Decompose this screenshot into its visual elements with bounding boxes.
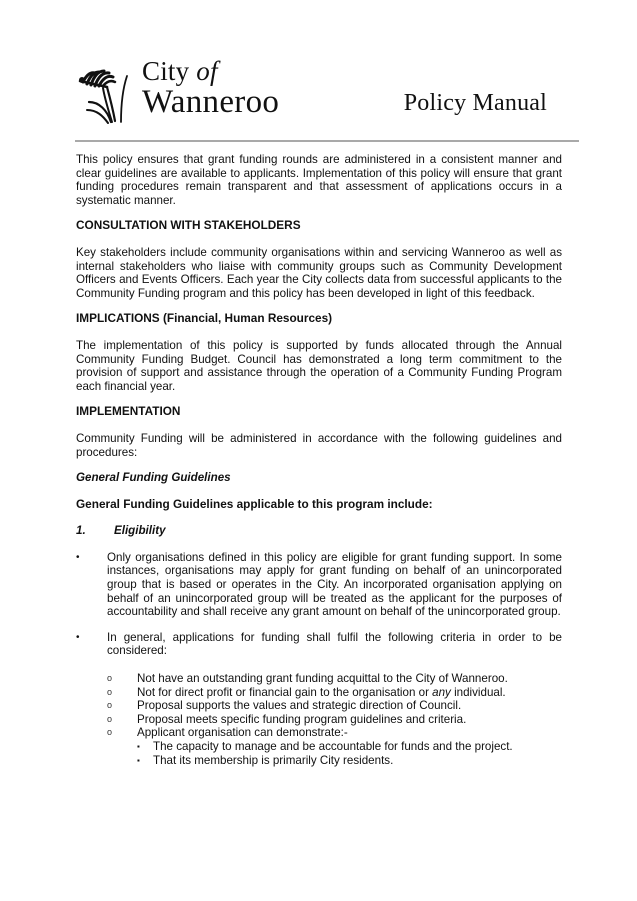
criteria-text: Applicant organisation can demonstrate:- bbox=[137, 726, 348, 740]
circle-bullet-icon: o bbox=[107, 713, 113, 724]
logo-line-1: City of bbox=[142, 56, 218, 86]
document-title: Policy Manual bbox=[403, 90, 547, 116]
criteria-item bbox=[107, 686, 562, 700]
list-item bbox=[76, 551, 562, 619]
page-header bbox=[74, 56, 582, 134]
criteria-item bbox=[107, 672, 562, 686]
section-heading-implementation: IMPLEMENTATION bbox=[76, 404, 181, 419]
criteria-item bbox=[107, 726, 562, 740]
square-bullet-icon: ▪ bbox=[137, 755, 140, 765]
section-heading-implications: IMPLICATIONS (Financial, Human Resources) bbox=[76, 311, 333, 326]
circle-bullet-icon: o bbox=[107, 673, 113, 684]
demonstrate-text: That its membership is primarily City residents. bbox=[153, 753, 394, 767]
item-title: Eligibility bbox=[114, 524, 166, 538]
implementation-paragraph: Community Funding will be administered in accordance with the following guidelines and procedures: bbox=[76, 431, 562, 459]
consultation-paragraph: Key stakeholders include community organisations within and servicing Wanneroo as well as internal stakeholders who liaise with community groups such as Community Development Officers and Events Officers. Each year the City collects data from successful applicants to the Community Funding program and this policy has been developed in light of this feedback. bbox=[76, 245, 562, 300]
criteria-text: Proposal meets specific funding program guidelines and criteria. bbox=[137, 712, 467, 726]
demonstrate-text: The capacity to manage and be accountable for funds and the project. bbox=[153, 740, 513, 753]
document-body bbox=[76, 153, 562, 779]
criteria-text: Not for direct profit or financial gain to the organisation or any individual. bbox=[137, 685, 506, 699]
circle-bullet-icon: o bbox=[107, 700, 113, 711]
city-logo-wordmark bbox=[142, 58, 279, 119]
intro-paragraph: This policy ensures that grant funding rounds are administered in a consistent manner and clear guidelines are available to applicants. Implementation of this policy will ensure that grant funding procedures remain transparent and that assessment of applications occurs in a systematic manner. bbox=[76, 153, 562, 207]
bullet-icon: • bbox=[76, 551, 80, 563]
square-bullet-icon: ▪ bbox=[137, 742, 140, 751]
circle-bullet-icon: o bbox=[107, 727, 113, 738]
list-item bbox=[76, 631, 562, 767]
guidelines-lead: General Funding Guidelines applicable to this program include: bbox=[76, 496, 433, 511]
list-item-text: In general, applications for funding shall fulfil the following criteria in order to be considered: bbox=[107, 630, 562, 658]
criteria-text: Not have an outstanding grant funding acquittal to the City of Wanneroo. bbox=[137, 672, 508, 686]
kangaroo-paw-icon bbox=[77, 64, 135, 124]
numbered-heading-eligibility bbox=[76, 524, 562, 538]
list-item-body bbox=[107, 631, 562, 767]
demonstrate-item bbox=[137, 740, 562, 754]
item-number: 1. bbox=[76, 524, 86, 538]
criteria-text: Proposal supports the values and strategic direction of Council. bbox=[137, 699, 462, 713]
logo-line-2: Wanneroo bbox=[142, 84, 280, 120]
criteria-item bbox=[107, 713, 562, 727]
implications-paragraph: The implementation of this policy is supported by funds allocated through the Annual Community Funding Budget. Council has demonstrated a long term commitment to the provision of support and assistance through the operation of a Community Funding Program each financial year. bbox=[76, 338, 562, 393]
section-heading-consultation: CONSULTATION WITH STAKEHOLDERS bbox=[76, 218, 301, 233]
subheading-general-funding-guidelines: General Funding Guidelines bbox=[76, 471, 231, 485]
criteria-item bbox=[107, 699, 562, 713]
header-divider bbox=[75, 140, 579, 142]
bullet-icon: • bbox=[76, 631, 80, 643]
demonstrate-item bbox=[137, 754, 562, 768]
criteria-list bbox=[107, 672, 562, 767]
circle-bullet-icon: o bbox=[107, 686, 113, 697]
list-item-text: Only organisations defined in this policy are eligible for grant funding support. In some instances, organisations may apply for grant funding on behalf of an unincorporated group that is based or operates in the City. An incorporated organisation applying on behalf of an unincorporated group will be treated as the applicant for the purposes of accountability and shall receive any grant amount on behalf of the unincorporated group. bbox=[107, 550, 562, 619]
